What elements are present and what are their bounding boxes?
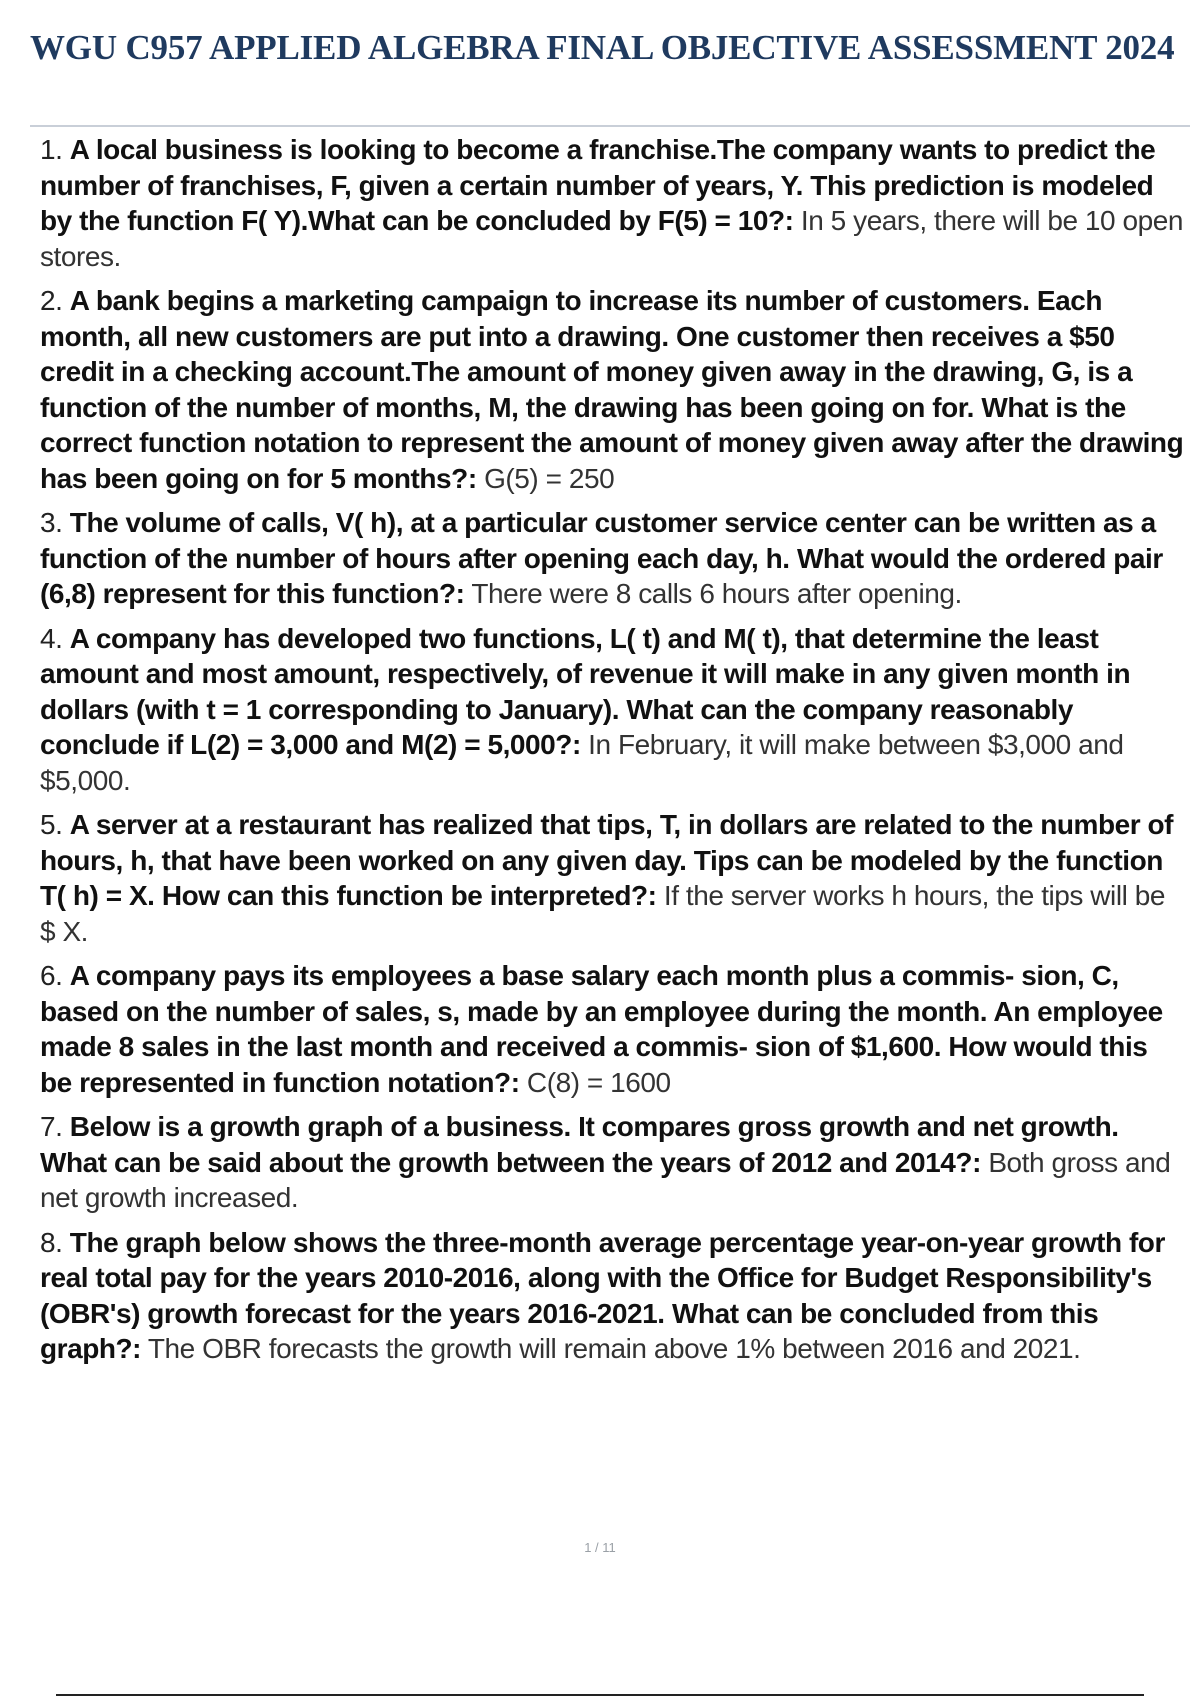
- answer-text: The OBR forecasts the growth will remain above 1% between 2016 and 2021.: [147, 1333, 1081, 1364]
- question-item-8: [40, 1225, 1185, 1367]
- question-item-6: [40, 958, 1185, 1100]
- question-number: 2.: [40, 285, 63, 316]
- question-item-1: [40, 132, 1185, 274]
- question-text: A bank begins a marketing campaign to increase its number of customers. Each month, all new customers are put into a drawing. One customer then receives a $50 credit in a checking account.The amount of money given away in the drawing, G, is a function of the number of months, M, the drawing has been going on for. What is the correct function notation to represent the amount of money given away after the drawing has been going on for 5 months?:: [40, 285, 1184, 494]
- question-number: 3.: [40, 507, 63, 538]
- question-text: A local business is looking to become a franchise.The company wants to predict the number of franchises, F, given a certain number of years, Y. This prediction is modeled by the function F( Y).What can be concluded by F(5) = 10?:: [40, 134, 1156, 236]
- question-text: A company pays its employees a base salary each month plus a commis- sion, C, based on the number of sales, s, made by an employee during the month. An employee made 8 sales in the last month and received a commis- sion of $1,600. How would this be represented in function notation?:: [40, 960, 1163, 1098]
- question-list: [40, 132, 1185, 1376]
- answer-text: C(8) = 1600: [526, 1066, 671, 1098]
- title-divider: [30, 125, 1190, 127]
- answer-text: Both gross and net growth increased.: [40, 1146, 1171, 1213]
- question-item-4: [40, 621, 1185, 799]
- question-text: A company has developed two functions, L( t) and M( t), that determine the least amount and most amount, respectively, of revenue it will make in any given month in dollars (with t = 1 corresponding to January). What can the company reasonably conclude if L(2) = 3,000 and M(2) = 5,000?:: [40, 622, 1131, 760]
- question-item-2: [40, 283, 1185, 496]
- question-number: 7.: [40, 1111, 63, 1142]
- question-number: 1.: [40, 134, 63, 165]
- question-number: 5.: [40, 809, 63, 840]
- question-text: A server at a restaurant has realized that tips, T, in dollars are related to the number of hours, h, that have been worked on any given day. Tips can be modeled by the function T( h) = X. How can this function be interpreted?:: [40, 809, 1174, 911]
- question-number: 6.: [40, 960, 63, 991]
- answer-text: In February, it will make between $3,000 and $5,000.: [40, 729, 1124, 796]
- answer-text: There were 8 calls 6 hours after opening.: [471, 578, 962, 609]
- footer-divider: [56, 1694, 1144, 1696]
- answer-text: In 5 years, there will be 10 open stores.: [40, 205, 1183, 272]
- question-text: The graph below shows the three-month average percentage year-on-year growth for real total pay for the years 2010-2016, along with the Office for Budget Responsibility's (OBR's) growth forecast for the years 2016-2021. What can be concluded from this graph?:: [40, 1226, 1165, 1364]
- answer-text: G(5) = 250: [484, 462, 615, 494]
- question-item-7: [40, 1109, 1185, 1216]
- document-title: WGU C957 APPLIED ALGEBRA FINAL OBJECTIVE ASSESSMENT 2024: [30, 28, 1175, 67]
- question-number: 4.: [40, 622, 63, 654]
- question-text: The volume of calls, V( h), at a particular customer service center can be written as a function of the number of hours after opening each day, h. What would the ordered pair (6,8) represent for this function?:: [40, 507, 1163, 609]
- question-item-3: [40, 505, 1185, 612]
- page-indicator: 1 / 11: [584, 1540, 616, 1555]
- question-text: Below is a growth graph of a business. It compares gross growth and net growth. What can be said about the growth between the years of 2012 and 2014?:: [40, 1111, 1119, 1178]
- question-number: 8.: [40, 1226, 63, 1258]
- question-item-5: [40, 807, 1185, 949]
- answer-text: If the server works h hours, the tips will be $ X.: [40, 880, 1165, 947]
